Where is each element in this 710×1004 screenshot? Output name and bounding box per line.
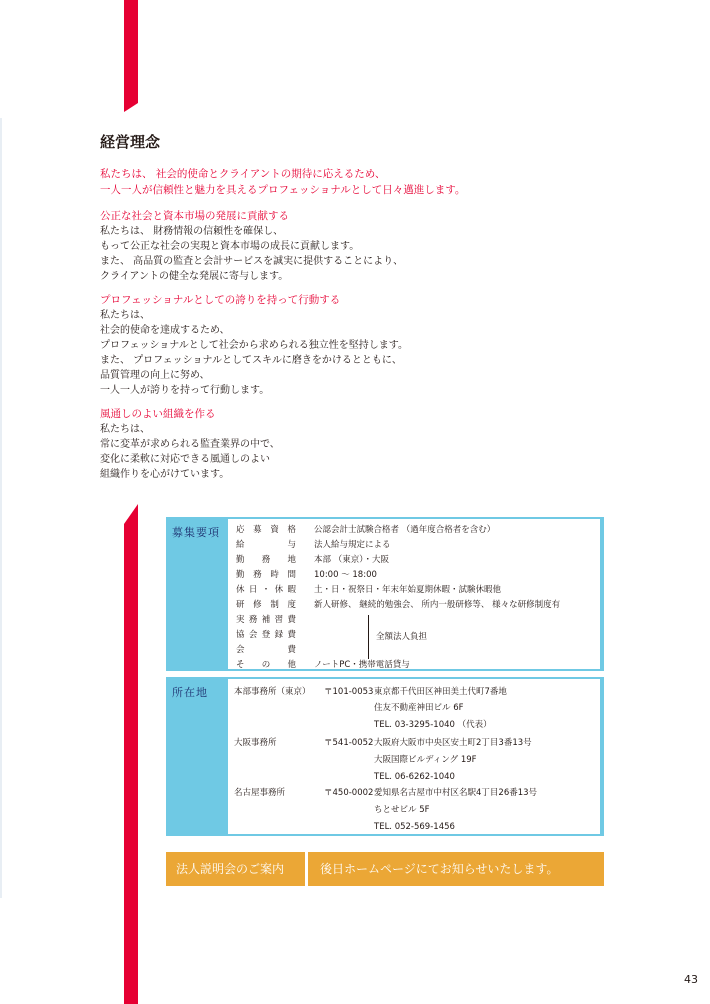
office-name: 大阪事務所 — [234, 738, 277, 748]
value-line: 常に変革が求められる監査業界の中で、 — [100, 439, 280, 450]
recruitment-label: 募集要項 — [172, 526, 220, 539]
value-line: また、 高品質の監査と会計サービスを誠実に提供することにより、 — [100, 256, 404, 267]
value-line: 社会的使命を達成するため、 — [100, 325, 230, 336]
office-building: ちとせビル 5F — [374, 805, 430, 815]
value-heading: 公正な社会と資本市場の発展に貢献する — [100, 210, 289, 222]
offices-panel — [166, 677, 604, 836]
recruitment-panel — [166, 517, 604, 671]
offices-details — [228, 679, 600, 834]
value-line: 組織作りを心がけています。 — [100, 469, 230, 480]
office-postal: 〒101-0053 — [324, 687, 374, 697]
req-label: 勤務地 — [236, 555, 296, 565]
briefing-label-bar: 法人説明会のご案内 — [166, 852, 305, 886]
office-name: 名古屋事務所 — [234, 788, 286, 798]
req-label: 応募資格 — [236, 525, 296, 535]
value-line: 私たちは、 財務情報の信頼性を確保し、 — [100, 226, 284, 237]
office-building: 住友不動産神田ビル 6F — [374, 703, 464, 713]
mission-line: 私たちは、 社会的使命とクライアントの期待に応えるため、 — [100, 168, 386, 180]
office-address: 愛知県名古屋市中村区名駅4丁目26番13号 — [374, 788, 538, 798]
office-tel: TEL. 03-3295-1040 （代表） — [374, 720, 492, 730]
req-value: 公認会計士試験合格者 （過年度合格者を含む） — [314, 525, 496, 535]
req-label: 研修制度 — [236, 600, 296, 610]
corporate-philosophy-section — [100, 132, 660, 490]
office-postal: 〒541-0052 — [324, 738, 374, 748]
value-line: また、 プロフェッショナルとしてスキルに磨きをかけるとともに、 — [100, 355, 402, 366]
value-line: もって公正な社会の実現と資本市場の成長に貢献します。 — [100, 241, 360, 252]
bracket-note: 全額法人負担 — [376, 632, 428, 642]
office-address: 東京都千代田区神田美土代町7番地 — [374, 687, 507, 697]
value-line: 私たちは、 — [100, 310, 150, 321]
req-value: 土・日・祝祭日・年末年始夏期休暇・試験休暇他 — [314, 585, 502, 595]
value-block-open-organization — [100, 406, 660, 482]
value-line: プロフェッショナルとして社会から求められる独立性を堅持します。 — [100, 340, 408, 351]
req-label: 実務補習費 — [236, 615, 296, 625]
office-name: 本部事務所（東京） — [234, 687, 311, 697]
philosophy-title: 経営理念 — [100, 133, 161, 151]
office-postal: 〒450-0002 — [324, 788, 374, 798]
req-label: 休日・休暇 — [236, 585, 296, 595]
recruitment-details — [228, 519, 600, 669]
page-number: 43 — [684, 973, 698, 986]
office-tel: TEL. 06-6262-1040 — [374, 772, 455, 782]
req-value: 10:00 〜 18:00 — [314, 570, 377, 580]
value-block-professional-pride — [100, 292, 660, 398]
req-label: 給与 — [236, 540, 296, 550]
value-line: 変化に柔軟に対応できる風通しのよい — [100, 454, 270, 465]
office-address: 大阪府大阪市中央区安土町2丁目3番13号 — [374, 738, 532, 748]
value-line: クライアントの健全な発展に寄与します。 — [100, 271, 289, 282]
req-value: 本部 （東京）・大阪 — [314, 555, 389, 565]
value-line: 品質管理の向上に努め、 — [100, 370, 210, 381]
req-value: 新人研修、 継続的勉強会、 所内一般研修等、 様々な研修制度有 — [314, 600, 561, 610]
briefing-notice-bar: 後日ホームページにてお知らせいたします。 — [308, 852, 604, 886]
value-line: 一人一人が誇りを持って行動します。 — [100, 385, 270, 396]
red-stripe-top — [124, 0, 138, 112]
page-edge-line — [0, 118, 2, 898]
brace-bracket — [368, 615, 375, 659]
req-value: 法人給与規定による — [314, 540, 391, 550]
value-line: 私たちは、 — [100, 424, 150, 435]
offices-label: 所在地 — [172, 686, 208, 699]
value-block-fair-society — [100, 208, 660, 284]
mission-statement — [100, 166, 660, 198]
req-label: 協会登録費 — [236, 630, 296, 640]
req-label: その他 — [236, 660, 296, 670]
req-label: 会費 — [236, 645, 296, 655]
req-label: 勤務時間 — [236, 570, 296, 580]
value-heading: プロフェッショナルとしての誇りを持って行動する — [100, 294, 341, 306]
office-building: 大阪国際ビルディング 19F — [374, 755, 477, 765]
mission-line: 一人一人が信頼性と魅力を具えるプロフェッショナルとして日々邁進します。 — [100, 184, 466, 196]
value-heading: 風通しのよい組織を作る — [100, 408, 216, 420]
req-value: ノートPC・携帯電話貸与 — [314, 660, 410, 670]
red-stripe-bottom — [124, 504, 138, 1004]
office-tel: TEL. 052-569-1456 — [374, 822, 455, 832]
